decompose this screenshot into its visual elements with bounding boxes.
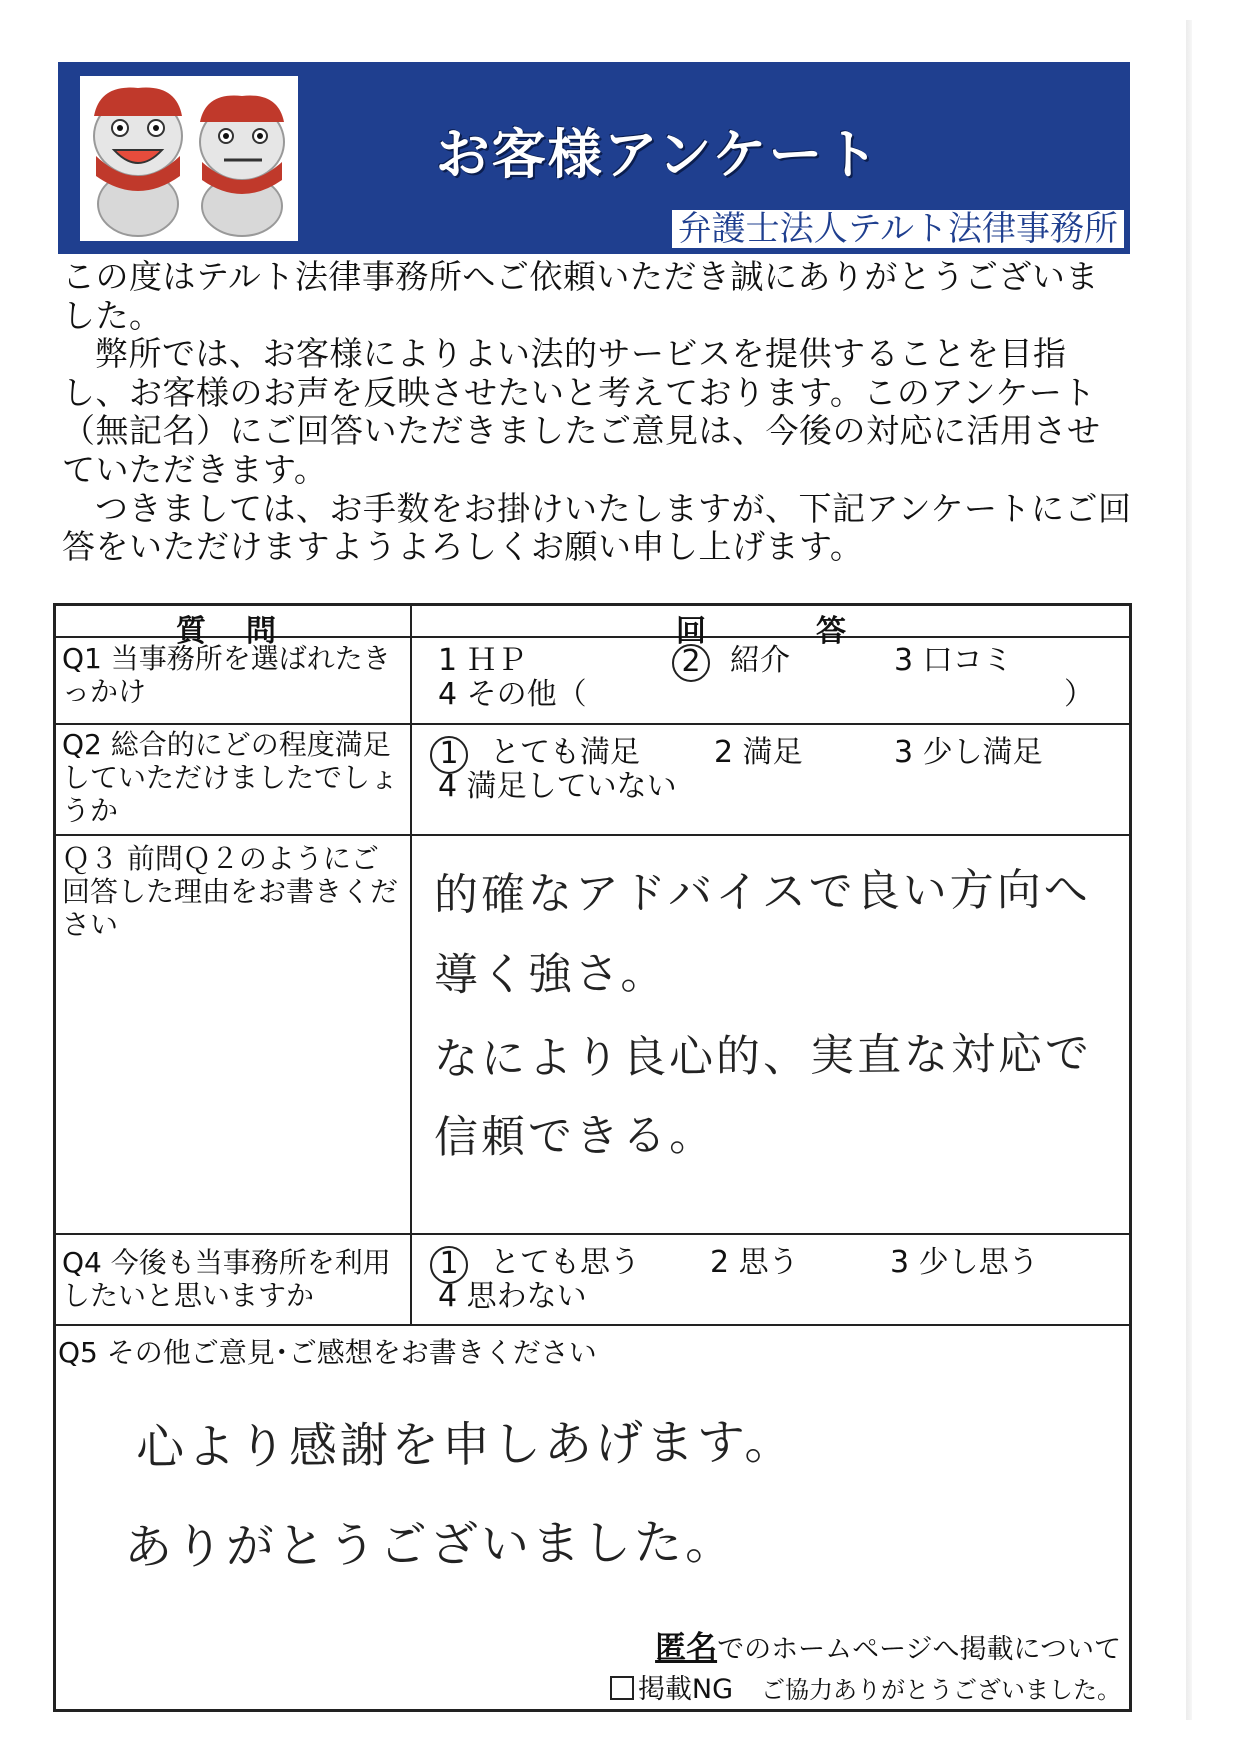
q5-answer-line-2: ありがとうございました。 — [123, 1514, 737, 1576]
q1-option-referral[interactable]: 紹介 — [730, 643, 790, 678]
q1-options — [424, 644, 1117, 720]
intro-text — [62, 258, 1132, 567]
q3-answer-line-1: 的確なアドバイスで良い方向へ — [433, 864, 1091, 921]
q2-option-not-satisfied[interactable]: 4 満足していない — [438, 769, 677, 804]
q4-option-very-likely-number[interactable]: 1 — [438, 1246, 468, 1284]
table-divider — [56, 834, 1129, 836]
q4-option-somewhat-likely[interactable]: 3 少し思う — [890, 1245, 1039, 1280]
q1-option-word-of-mouth[interactable]: 3 口コミ — [894, 643, 1013, 678]
q1-option-referral-number[interactable]: 2 — [680, 644, 710, 682]
thanks-text: ご協力ありがとうございました。 — [761, 1676, 1121, 1704]
q3-answer-line-2: 導く強さ。 — [433, 947, 668, 1002]
q1-option-other-close: ） — [1064, 677, 1094, 712]
q4-option-very-likely[interactable]: とても思う — [490, 1245, 640, 1280]
q4-option-likely[interactable]: 2 思う — [710, 1245, 799, 1280]
intro-paragraph-1: この度はテルト法律事務所へご依頼いただき誠にありがとうございました。 — [62, 257, 1099, 335]
publish-ng-label: 掲載NG — [637, 1674, 733, 1705]
intro-paragraph-3: つきましては、お手数をお掛けいたしますが、下記アンケートにご回答をいただけますようよろしくお願い申し上げます。 — [62, 488, 1132, 567]
q5-answer-line-1: 心より感謝を申しあげます。 — [135, 1414, 796, 1476]
scan-edge — [1186, 20, 1192, 1720]
q2-question: Q2 総合的にどの程度満足していただけましたでしょうか — [62, 728, 399, 827]
header-question: 質問 — [176, 614, 316, 649]
intro-paragraph-2: 弊所では、お客様によりよい法的サービスを提供することを目指し、お客様のお声を反映させたいと考えております。このアンケート（無記名）にご回答いただきましたご意見は、今後の対応に活用させていただきます。 — [62, 334, 1101, 489]
page-title: お客様アンケート — [435, 123, 881, 186]
q1-question: Q1 当事務所を選ばれたきっかけ — [62, 642, 391, 708]
q3-answer-line-4: 信頼できる。 — [433, 1109, 717, 1164]
firm-name: 弁護士法人テルト法律事務所 — [672, 210, 1124, 248]
q5-question: Q5 その他ご意見･ご感想をお書きください — [58, 1336, 597, 1369]
header-banner — [58, 62, 1130, 254]
q2-options — [424, 736, 1117, 826]
q1-option-hp[interactable]: 1 ＨＰ — [438, 643, 527, 678]
q2-option-very-satisfied[interactable]: とても満足 — [490, 735, 640, 770]
q3-question: Ｑ３ 前問Ｑ２のようにご回答した理由をお書きください — [62, 842, 399, 941]
q3-answer-line-3: なにより良心的、実直な対応で — [433, 1028, 1093, 1085]
publish-text: でのホームページへ掲載について — [717, 1634, 1121, 1665]
anonymous-label: 匿名 — [655, 1630, 718, 1666]
q2-option-satisfied[interactable]: 2 満足 — [714, 735, 803, 770]
publish-ng-checkbox[interactable] — [610, 1676, 634, 1700]
table-divider — [56, 1324, 1129, 1326]
publish-consent-note — [610, 1628, 1121, 1710]
table-divider — [56, 723, 1129, 725]
q1-option-other[interactable]: 4 その他（ — [438, 677, 587, 712]
q4-question: Q4 今後も当事務所を利用したいと思いますか — [62, 1246, 391, 1312]
table-divider — [56, 1233, 1129, 1235]
q2-option-slightly-satisfied[interactable]: 3 少し満足 — [894, 735, 1043, 770]
survey-table — [53, 603, 1132, 1712]
q4-option-unlikely[interactable]: 4 思わない — [438, 1279, 587, 1314]
header-answer: 回答 — [676, 614, 956, 649]
q4-options — [424, 1246, 1117, 1318]
shisa-lion-dogs-icon — [80, 76, 298, 241]
table-column-divider — [410, 606, 412, 1324]
q2-option-very-satisfied-number[interactable]: 1 — [438, 736, 468, 774]
